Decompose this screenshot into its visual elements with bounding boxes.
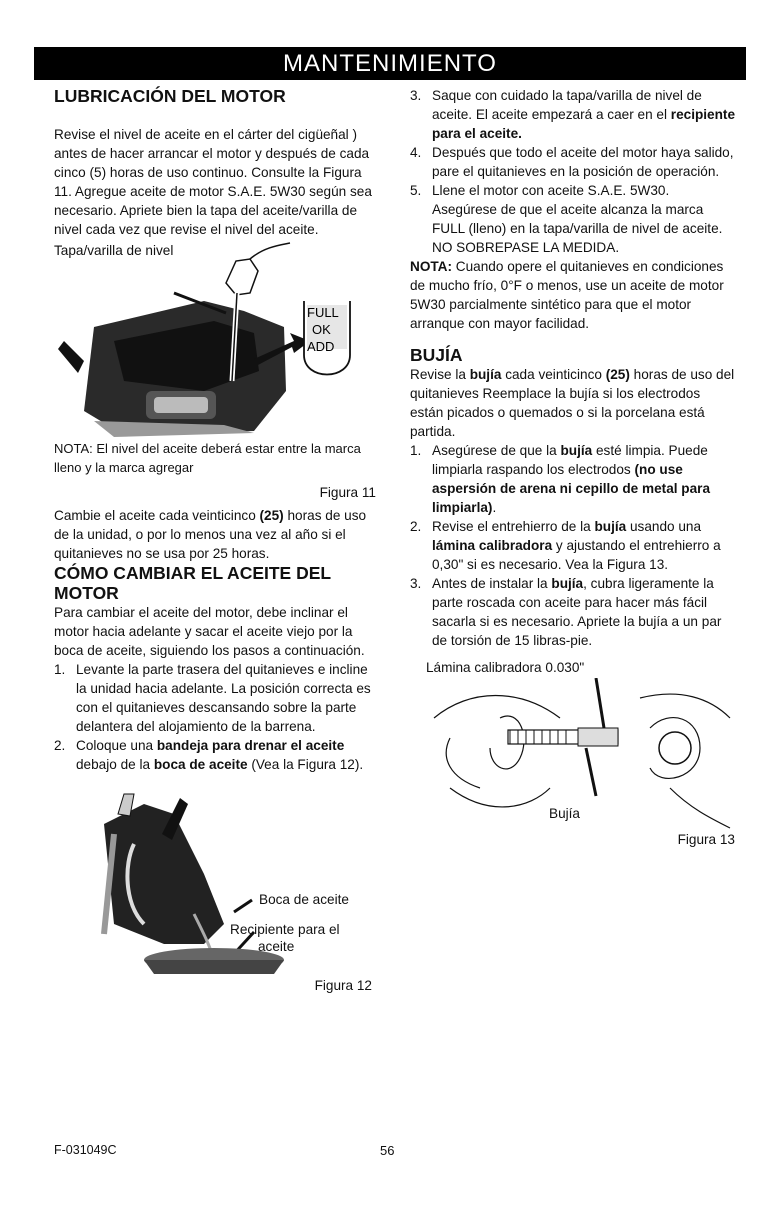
step-bold: lámina calibradora bbox=[432, 538, 553, 553]
fig12-illustration bbox=[54, 774, 376, 976]
fig12-oil-filler-label: Boca de aceite bbox=[259, 892, 349, 907]
step-number: 1. bbox=[54, 662, 66, 677]
figure-13 bbox=[410, 658, 735, 854]
change-oil-intro: Para cambiar el aceite del motor, debe inclinar el motor hacia adelante y sacar el aceite viejo por la boca de aceite, siguiendo los pasos a continuación. bbox=[54, 605, 365, 658]
lubrication-paragraph: Revise el nivel de aceite en el cárter del cigüeñal ) antes de hacer arrancar el motor y después de cada cinco (5) horas de uso continuo. Consulte la Figura 11. Agregue aceite de motor S.A.E. 5W30 según sea necesario. Apriete bien la tapa del aceite/varilla de nivel cada vez que revise el nivel del aceite. bbox=[54, 127, 372, 237]
document-code: F-031049C bbox=[54, 1143, 117, 1157]
step-number: 1. bbox=[410, 443, 422, 458]
step-number: 4. bbox=[410, 145, 422, 160]
step-text: Levante la parte trasera del quitanieves e incline la unidad hacia adelante. La posición correcta es con el quitanieves descansando sobre la parte delantera del alojamiento de la barrena. bbox=[76, 662, 371, 734]
spark-plug-step-2 bbox=[410, 517, 735, 574]
step-text: usando una bbox=[626, 519, 702, 534]
oil-change-interval bbox=[54, 506, 376, 563]
step-text: Asegúrese de que la bbox=[432, 443, 561, 458]
spark-plug-intro bbox=[410, 365, 735, 441]
fig13-illustration bbox=[410, 678, 735, 854]
step-text: y ajustando el entrehierro a 0,30" si es necesario. Vea la Figura 13. bbox=[432, 538, 721, 572]
step-text: Después que todo el aceite del motor haya salido, pare el quitanieves en la posición de operación. bbox=[432, 145, 734, 179]
step-text: Saque con cuidado la tapa/varilla de nivel de aceite. El aceite empezará a caer en el bbox=[432, 88, 702, 122]
step-bold: (no use aspersión de arena ni cepillo de metal para limpiarla) bbox=[432, 462, 711, 515]
interval-hours: (25) bbox=[259, 508, 284, 523]
text: horas de uso del quitanieves Reemplace la bujía si los electrodos están picados o quemados o si la porcelana está partida. bbox=[410, 367, 735, 439]
step-text: esté limpia. Puede limpiarla raspando los electrodos bbox=[432, 443, 708, 477]
left-column bbox=[54, 86, 376, 995]
step-text: Coloque una bbox=[76, 738, 157, 753]
section-banner: MANTENIMIENTO bbox=[34, 47, 746, 80]
change-oil-step-2 bbox=[54, 736, 376, 774]
step-text: Antes de instalar la bbox=[432, 576, 552, 591]
step-text: , cubra ligeramente la parte roscada con aceite para hacer más fácil sacarla si es necesario. Apriete la bujía a un par de torsión de 15 libras-pie. bbox=[432, 576, 722, 648]
change-oil-step-1 bbox=[54, 660, 376, 736]
fig11-dipstick-label: Tapa/varilla de nivel bbox=[54, 243, 174, 258]
heading-lubricacion: LUBRICACIÓN DEL MOTOR bbox=[54, 86, 286, 106]
step-number: 2. bbox=[410, 519, 422, 534]
figure-12 bbox=[54, 774, 376, 976]
figure-11 bbox=[54, 241, 376, 439]
step-text: Llene el motor con aceite S.A.E. 5W30. Asegúrese de que el aceite alcanza la marca FULL (lleno) en la tapa/varilla de nivel de aceite. NO SOBREPASE LA MEDIDA. bbox=[432, 183, 723, 255]
fig13-caption: Figura 13 bbox=[677, 832, 735, 847]
step-text: . bbox=[492, 500, 497, 515]
step-text: Revise el entrehierro de la bbox=[432, 519, 595, 534]
fig11-note: NOTA: El nivel del aceite deberá estar entre la marca lleno y la marca agregar bbox=[54, 441, 361, 475]
fig11-illustration bbox=[54, 241, 376, 439]
fig13-feeler-gauge-label: Lámina calibradora 0.030" bbox=[426, 660, 585, 675]
fig12-caption: Figura 12 bbox=[314, 978, 372, 993]
fig13-spark-plug-label: Bujía bbox=[549, 806, 580, 821]
step-bold: bandeja para drenar el aceite bbox=[156, 738, 345, 753]
fig12-container-label-1: Recipiente para el bbox=[230, 922, 340, 937]
change-oil-step-5 bbox=[410, 181, 735, 257]
right-column bbox=[410, 86, 735, 854]
fig11-add-mark: ADD bbox=[307, 339, 335, 354]
heading-cambiar-aceite: CÓMO CAMBIAR EL ACEITE DEL MOTOR bbox=[54, 563, 331, 603]
step-bold: recipiente para el aceite. bbox=[432, 107, 735, 141]
page-number: 56 bbox=[380, 1143, 395, 1158]
heading-bujia: BUJÍA bbox=[410, 345, 463, 365]
fig11-ok-mark: OK bbox=[312, 322, 331, 337]
text: Revise la bbox=[410, 367, 470, 382]
note-label: NOTA: bbox=[410, 259, 453, 274]
step-bold: bujía bbox=[560, 443, 593, 458]
change-oil-step-3 bbox=[410, 86, 735, 143]
cold-weather-note bbox=[410, 257, 735, 333]
change-oil-steps bbox=[54, 660, 376, 774]
interval-text-a: Cambie el aceite cada veinticinco bbox=[54, 508, 260, 523]
step-number: 5. bbox=[410, 183, 422, 198]
step-text: (Vea la Figura 12). bbox=[247, 757, 364, 772]
step-number: 3. bbox=[410, 88, 422, 103]
step-bold: bujía bbox=[551, 576, 584, 591]
step-text: debajo de la bbox=[76, 757, 154, 772]
interval-text-b: horas de uso de la unidad, o por lo menos una vez al año si el quitanieves no se usa por 25 horas. bbox=[54, 508, 367, 561]
text: cada veinticinco bbox=[501, 367, 606, 382]
step-bold: boca de aceite bbox=[153, 757, 248, 772]
fig11-caption: Figura 11 bbox=[319, 485, 376, 500]
step-number: 2. bbox=[54, 738, 66, 753]
step-number: 3. bbox=[410, 576, 422, 591]
bold-text: bujía bbox=[469, 367, 502, 382]
spark-plug-step-3 bbox=[410, 574, 735, 650]
spark-plug-step-1 bbox=[410, 441, 735, 517]
fig12-container-label-2: aceite bbox=[258, 939, 295, 954]
step-bold: bujía bbox=[594, 519, 627, 534]
bold-text: (25) bbox=[605, 367, 630, 382]
fig11-full-mark: FULL bbox=[307, 305, 339, 320]
change-oil-step-4 bbox=[410, 143, 735, 181]
note-text: Cuando opere el quitanieves en condiciones de mucho frío, 0°F o menos, use un aceite de motor 5W30 parcialmente sintético para que el motor arranque con mayor facilidad. bbox=[410, 259, 724, 331]
